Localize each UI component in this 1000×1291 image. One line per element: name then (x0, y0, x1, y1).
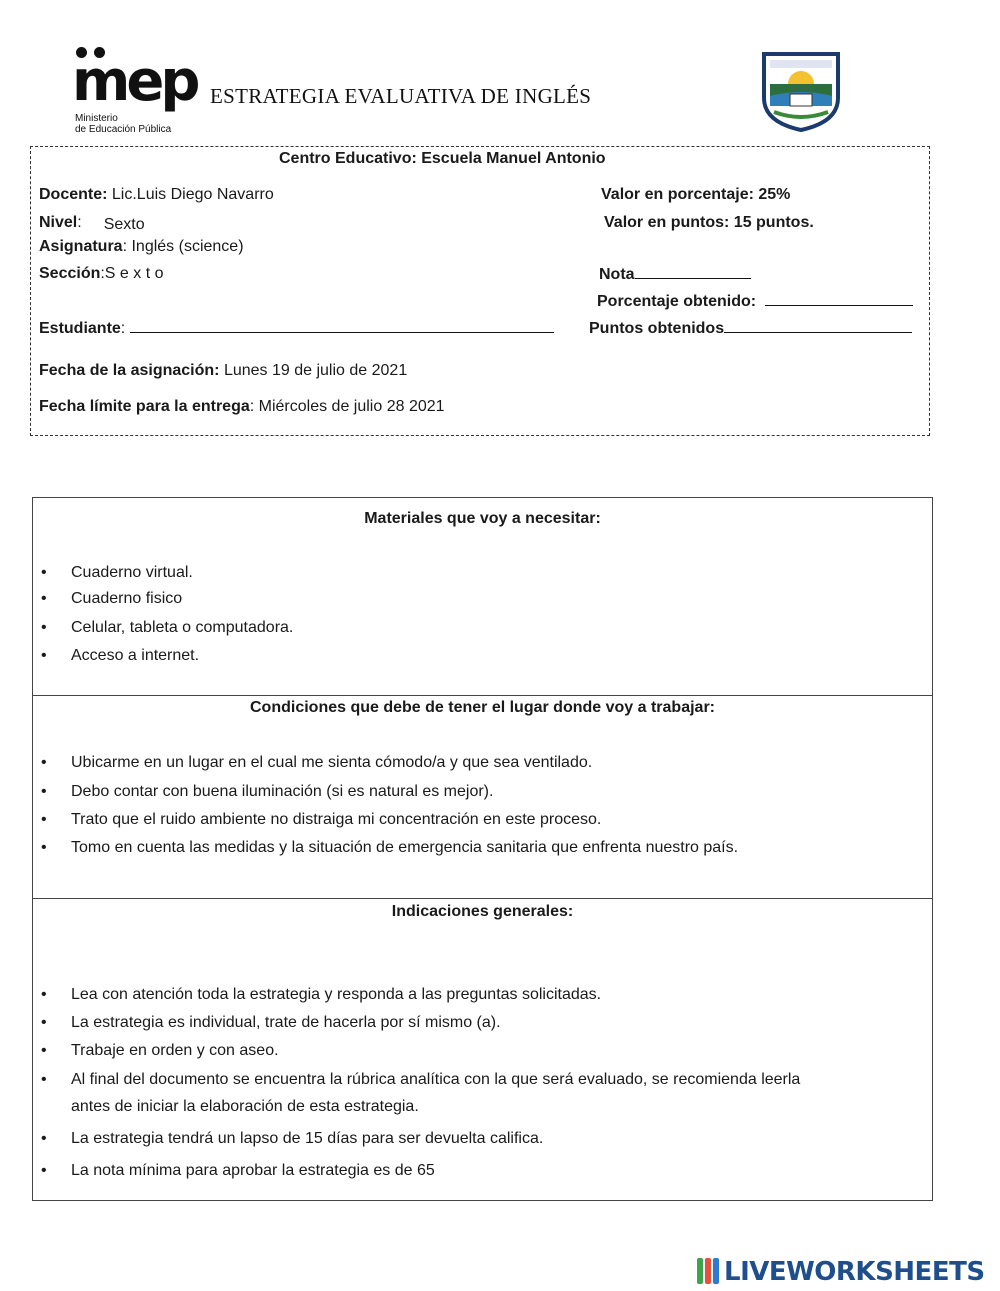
list-item: • Cuaderno fisico (71, 589, 182, 609)
list-item: • Trato que el ruido ambiente no distraiga mi concentración en este proceso. (71, 810, 601, 830)
indicaciones-heading: Indicaciones generales: (391, 903, 574, 920)
list-item: • Trabaje en orden y con aseo. (71, 1041, 279, 1061)
puntos-obtenidos-field[interactable]: Puntos obtenidos (589, 318, 912, 339)
list-item: • Debo contar con buena iluminación (si es natural es mejor). (71, 782, 493, 802)
mep-logo: mep (72, 49, 197, 114)
nota-field[interactable]: Nota (599, 264, 751, 285)
page-title: ESTRATEGIA EVALUATIVA DE INGLÉS (210, 84, 592, 108)
list-item: • Cuaderno virtual. (71, 563, 193, 583)
fecha-asignacion: Fecha de la asignación: Lunes 19 de julio de 2021 (39, 362, 408, 379)
estudiante-row[interactable]: Estudiante: (39, 318, 554, 339)
condiciones-heading: Condiciones que debe de tener el lugar donde voy a trabajar: (250, 699, 715, 716)
list-item: • Ubicarme en un lugar en el cual me sienta cómodo/a y que sea ventilado. (71, 753, 592, 773)
liveworksheets-logo-icon (697, 1258, 719, 1284)
seccion-row: Sección:S e x t o (39, 265, 164, 282)
fecha-limite: Fecha límite para la entrega: Miércoles de julio 28 2021 (39, 398, 445, 415)
list-item: • Tomo en cuenta las medidas y la situación de emergencia sanitaria que enfrenta nuestro país. (71, 838, 738, 858)
list-item: • Al final del documento se encuentra la rúbrica analítica con la que será evaluado, se recomienda leerla (71, 1070, 800, 1090)
list-item: • La estrategia tendrá un lapso de 15 días para ser devuelta califica. (71, 1129, 543, 1149)
school-crest-icon (760, 50, 842, 132)
section-divider (33, 695, 932, 696)
liveworksheets-brand[interactable]: LIVEWORKSHEETS (724, 1257, 985, 1287)
mep-logo-subtitle: Ministerio de Educación Pública (75, 113, 172, 135)
section-divider (33, 898, 932, 899)
list-item-continuation: antes de iniciar la elaboración de esta estrategia. (71, 1098, 419, 1115)
nivel-row: Nivel: Sexto (39, 214, 145, 233)
list-item: • La nota mínima para aprobar la estrategia es de 65 (71, 1161, 435, 1181)
list-item: • Celular, tableta o computadora. (71, 618, 293, 638)
materiales-heading: Materiales que voy a necesitar: (364, 510, 601, 527)
student-info-box (30, 146, 930, 436)
asignatura-row: Asignatura: Inglés (science) (39, 238, 244, 255)
list-item: • Acceso a internet. (71, 646, 199, 666)
list-item: • Lea con atención toda la estrategia y responda a las preguntas solicitadas. (71, 985, 601, 1005)
list-item: • La estrategia es individual, trate de hacerla por sí mismo (a). (71, 1013, 501, 1033)
valor-porcentaje: Valor en porcentaje: 25% (601, 186, 791, 203)
centro-educativo: Centro Educativo: Escuela Manuel Antonio (279, 150, 606, 167)
instructions-table (32, 497, 933, 1201)
docente-row: Docente: Lic.Luis Diego Navarro (39, 186, 274, 203)
porcentaje-obtenido-field[interactable]: Porcentaje obtenido: (597, 291, 913, 312)
valor-puntos: Valor en puntos: 15 puntos. (604, 214, 814, 231)
